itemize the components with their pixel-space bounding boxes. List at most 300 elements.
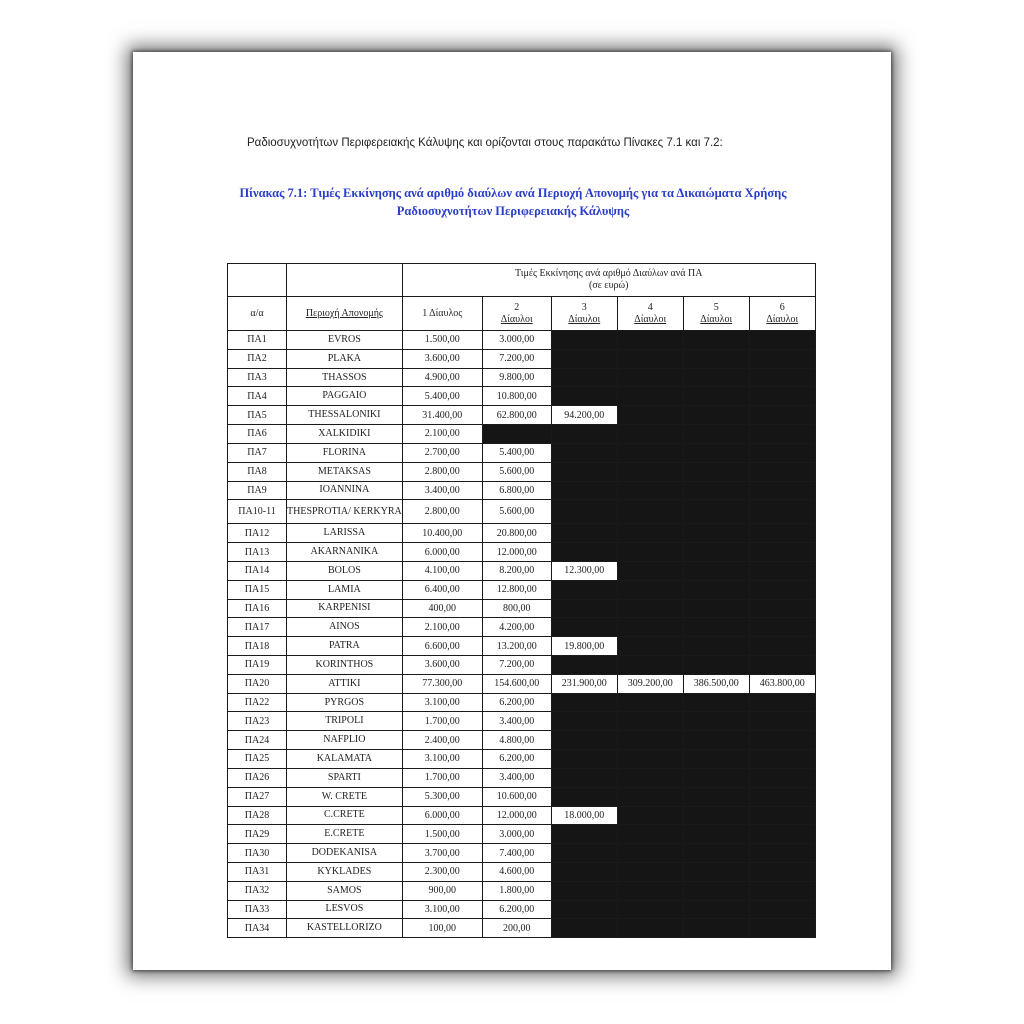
price-2-channels-cell: 5.600,00 xyxy=(482,462,551,481)
table-row xyxy=(228,731,816,750)
area-code-cell: ΠΑ9 xyxy=(228,481,287,500)
intro-paragraph: Ραδιοσυχνοτήτων Περιφερειακής Κάλυψης και ορίζονται στους παρακάτω Πίνακες 7.1 και 7.2: xyxy=(247,137,723,149)
area-name-cell: FLORINA xyxy=(287,443,403,462)
shaded-cell xyxy=(617,599,683,618)
shaded-cell xyxy=(551,331,617,350)
price-1-channel-cell: 1.700,00 xyxy=(402,712,482,731)
area-code-cell: ΠΑ31 xyxy=(228,862,287,881)
shaded-cell xyxy=(551,524,617,543)
area-name-cell: KASTELLORIZO xyxy=(287,919,403,938)
price-2-channels-cell: 12.000,00 xyxy=(482,543,551,562)
table-row xyxy=(228,787,816,806)
shaded-cell xyxy=(551,349,617,368)
shaded-cell xyxy=(749,900,815,919)
shaded-cell xyxy=(683,844,749,863)
price-2-channels-cell: 6.200,00 xyxy=(482,750,551,769)
table-row xyxy=(228,481,816,500)
shaded-cell xyxy=(551,599,617,618)
shaded-cell xyxy=(551,919,617,938)
header-6-txt: Δίαυλοι xyxy=(766,313,799,325)
shaded-cell xyxy=(617,731,683,750)
price-2-channels-cell: 5.600,00 xyxy=(482,500,551,524)
shaded-cell xyxy=(551,368,617,387)
shaded-cell xyxy=(749,919,815,938)
price-1-channel-cell: 6.000,00 xyxy=(402,543,482,562)
shaded-cell xyxy=(749,481,815,500)
price-2-channels-cell: 3.000,00 xyxy=(482,825,551,844)
area-code-cell: ΠΑ19 xyxy=(228,656,287,675)
price-2-channels-cell: 9.800,00 xyxy=(482,368,551,387)
shaded-cell xyxy=(683,599,749,618)
price-2-channels-cell: 1.800,00 xyxy=(482,881,551,900)
shaded-cell xyxy=(683,462,749,481)
price-1-channel-cell: 400,00 xyxy=(402,599,482,618)
header-empty-cell xyxy=(287,264,403,297)
shaded-cell xyxy=(617,919,683,938)
area-name-cell: PYRGOS xyxy=(287,693,403,712)
shaded-cell xyxy=(749,862,815,881)
shaded-cell xyxy=(683,368,749,387)
price-1-channel-cell: 3.600,00 xyxy=(402,349,482,368)
shaded-cell xyxy=(617,787,683,806)
price-1-channel-cell: 6.000,00 xyxy=(402,806,482,825)
shaded-cell xyxy=(482,425,551,444)
area-code-cell: ΠΑ10-11 xyxy=(228,500,287,524)
area-code-cell: ΠΑ2 xyxy=(228,349,287,368)
area-code-cell: ΠΑ22 xyxy=(228,693,287,712)
table-caption: Πίνακας 7.1: Τιμές Εκκίνησης ανά αριθμό διαύλων ανά Περιοχή Απονομής για τα Δικαιώματα Χρήσης Ραδιοσυχνοτήτων Περιφερειακής Κάλυψης xyxy=(239,186,787,218)
area-code-cell: ΠΑ7 xyxy=(228,443,287,462)
shaded-cell xyxy=(749,331,815,350)
price-1-channel-cell: 31.400,00 xyxy=(402,406,482,425)
table-row xyxy=(228,462,816,481)
shaded-cell xyxy=(551,862,617,881)
shaded-cell xyxy=(617,750,683,769)
header-area-label: Περιοχή Απονομής xyxy=(305,307,383,319)
price-2-channels-cell: 3.000,00 xyxy=(482,331,551,350)
shaded-cell xyxy=(617,618,683,637)
shaded-cell xyxy=(683,881,749,900)
price-4-channels-cell: 309.200,00 xyxy=(617,674,683,693)
header-3-num: 3 xyxy=(581,301,587,313)
price-1-channel-cell: 4.100,00 xyxy=(402,561,482,580)
shaded-cell xyxy=(683,524,749,543)
area-code-cell: ΠΑ6 xyxy=(228,425,287,444)
area-name-cell: KARPENISI xyxy=(287,599,403,618)
area-code-cell: ΠΑ28 xyxy=(228,806,287,825)
shaded-cell xyxy=(749,618,815,637)
shaded-cell xyxy=(617,406,683,425)
price-1-channel-cell: 4.900,00 xyxy=(402,368,482,387)
table-row xyxy=(228,844,816,863)
table-row xyxy=(228,500,816,524)
shaded-cell xyxy=(617,462,683,481)
area-name-cell: ATTIKI xyxy=(287,674,403,693)
shaded-cell xyxy=(683,406,749,425)
area-name-cell: SAMOS xyxy=(287,881,403,900)
header-4-channels xyxy=(617,297,683,331)
price-1-channel-cell: 5.400,00 xyxy=(402,387,482,406)
shaded-cell xyxy=(749,693,815,712)
area-code-cell: ΠΑ33 xyxy=(228,900,287,919)
shaded-cell xyxy=(551,881,617,900)
header-empty-cell xyxy=(228,264,287,297)
header-3-channels xyxy=(551,297,617,331)
price-2-channels-cell: 6.800,00 xyxy=(482,481,551,500)
area-code-cell: ΠΑ34 xyxy=(228,919,287,938)
area-code-cell: ΠΑ29 xyxy=(228,825,287,844)
shaded-cell xyxy=(551,425,617,444)
table-row xyxy=(228,900,816,919)
price-1-channel-cell: 1.500,00 xyxy=(402,825,482,844)
header-3-txt: Δίαυλοι xyxy=(568,313,601,325)
header-2-txt: Δίαυλοι xyxy=(500,313,533,325)
shaded-cell xyxy=(749,500,815,524)
area-name-cell: C.CRETE xyxy=(287,806,403,825)
table-row xyxy=(228,881,816,900)
price-1-channel-cell: 2.100,00 xyxy=(402,618,482,637)
table-row xyxy=(228,543,816,562)
shaded-cell xyxy=(617,524,683,543)
header-6-num: 6 xyxy=(779,301,785,313)
shaded-cell xyxy=(551,844,617,863)
price-2-channels-cell: 4.800,00 xyxy=(482,731,551,750)
shaded-cell xyxy=(683,561,749,580)
table-row xyxy=(228,750,816,769)
shaded-cell xyxy=(617,844,683,863)
shaded-cell xyxy=(683,349,749,368)
shaded-cell xyxy=(749,425,815,444)
shaded-cell xyxy=(683,331,749,350)
area-code-cell: ΠΑ26 xyxy=(228,768,287,787)
area-code-cell: ΠΑ30 xyxy=(228,844,287,863)
area-code-cell: ΠΑ13 xyxy=(228,543,287,562)
price-1-channel-cell: 3.700,00 xyxy=(402,844,482,863)
price-2-channels-cell: 12.800,00 xyxy=(482,580,551,599)
shaded-cell xyxy=(749,750,815,769)
table-row xyxy=(228,425,816,444)
table-row xyxy=(228,712,816,731)
price-1-channel-cell: 10.400,00 xyxy=(402,524,482,543)
price-2-channels-cell: 62.800,00 xyxy=(482,406,551,425)
area-name-cell: THESSALONIKI xyxy=(287,406,403,425)
price-2-channels-cell: 3.400,00 xyxy=(482,768,551,787)
document-page xyxy=(133,52,891,970)
shaded-cell xyxy=(683,387,749,406)
area-code-cell: ΠΑ23 xyxy=(228,712,287,731)
shaded-cell xyxy=(551,462,617,481)
price-1-channel-cell: 900,00 xyxy=(402,881,482,900)
shaded-cell xyxy=(749,599,815,618)
shaded-cell xyxy=(551,481,617,500)
shaded-cell xyxy=(683,618,749,637)
area-name-cell: SPARTI xyxy=(287,768,403,787)
price-2-channels-cell: 8.200,00 xyxy=(482,561,551,580)
price-1-channel-cell: 2.300,00 xyxy=(402,862,482,881)
price-1-channel-cell: 6.400,00 xyxy=(402,580,482,599)
group-header xyxy=(402,264,815,297)
shaded-cell xyxy=(683,712,749,731)
table-row xyxy=(228,693,816,712)
area-code-cell: ΠΑ3 xyxy=(228,368,287,387)
shaded-cell xyxy=(683,768,749,787)
price-1-channel-cell: 2.400,00 xyxy=(402,731,482,750)
shaded-cell xyxy=(749,637,815,656)
area-code-cell: ΠΑ24 xyxy=(228,731,287,750)
shaded-cell xyxy=(749,443,815,462)
price-2-channels-cell: 154.600,00 xyxy=(482,674,551,693)
shaded-cell xyxy=(617,712,683,731)
price-1-channel-cell: 100,00 xyxy=(402,919,482,938)
price-3-channels-cell: 18.000,00 xyxy=(551,806,617,825)
shaded-cell xyxy=(551,387,617,406)
shaded-cell xyxy=(617,580,683,599)
header-2-num: 2 xyxy=(514,301,520,313)
shaded-cell xyxy=(551,787,617,806)
shaded-cell xyxy=(551,618,617,637)
price-2-channels-cell: 7.200,00 xyxy=(482,656,551,675)
area-name-cell: KORINTHOS xyxy=(287,656,403,675)
shaded-cell xyxy=(749,561,815,580)
area-code-cell: ΠΑ20 xyxy=(228,674,287,693)
area-name-cell: EVROS xyxy=(287,331,403,350)
table-row xyxy=(228,919,816,938)
shaded-cell xyxy=(749,731,815,750)
table-row xyxy=(228,349,816,368)
price-2-channels-cell: 800,00 xyxy=(482,599,551,618)
header-5-txt: Δίαυλοι xyxy=(700,313,733,325)
shaded-cell xyxy=(749,656,815,675)
area-name-cell: DODEKANISA xyxy=(287,844,403,863)
group-header-unit: (σε ευρώ) xyxy=(588,280,629,291)
table-row xyxy=(228,862,816,881)
table-row xyxy=(228,387,816,406)
price-1-channel-cell: 3.100,00 xyxy=(402,900,482,919)
shaded-cell xyxy=(749,768,815,787)
header-5-channels xyxy=(683,297,749,331)
shaded-cell xyxy=(749,462,815,481)
shaded-cell xyxy=(683,862,749,881)
table-row xyxy=(228,768,816,787)
price-1-channel-cell: 1.500,00 xyxy=(402,331,482,350)
area-name-cell: AKARNANIKA xyxy=(287,543,403,562)
area-name-cell: THASSOS xyxy=(287,368,403,387)
starting-prices-table xyxy=(227,263,816,938)
header-area xyxy=(287,297,403,331)
price-6-channels-cell: 463.800,00 xyxy=(749,674,815,693)
price-1-channel-cell: 1.700,00 xyxy=(402,768,482,787)
shaded-cell xyxy=(617,881,683,900)
shaded-cell xyxy=(683,919,749,938)
price-2-channels-cell: 12.000,00 xyxy=(482,806,551,825)
shaded-cell xyxy=(749,787,815,806)
area-code-cell: ΠΑ15 xyxy=(228,580,287,599)
shaded-cell xyxy=(683,481,749,500)
shaded-cell xyxy=(617,500,683,524)
area-name-cell: AINOS xyxy=(287,618,403,637)
shaded-cell xyxy=(749,712,815,731)
price-3-channels-cell: 12.300,00 xyxy=(551,561,617,580)
shaded-cell xyxy=(749,881,815,900)
shaded-cell xyxy=(617,693,683,712)
shaded-cell xyxy=(749,524,815,543)
price-2-channels-cell: 4.200,00 xyxy=(482,618,551,637)
shaded-cell xyxy=(551,768,617,787)
area-code-cell: ΠΑ12 xyxy=(228,524,287,543)
area-name-cell: KYKLADES xyxy=(287,862,403,881)
shaded-cell xyxy=(617,349,683,368)
price-2-channels-cell: 6.200,00 xyxy=(482,900,551,919)
area-code-cell: ΠΑ17 xyxy=(228,618,287,637)
shaded-cell xyxy=(683,656,749,675)
price-1-channel-cell: 3.100,00 xyxy=(402,750,482,769)
shaded-cell xyxy=(617,561,683,580)
area-code-cell: ΠΑ25 xyxy=(228,750,287,769)
shaded-cell xyxy=(551,731,617,750)
area-code-cell: ΠΑ18 xyxy=(228,637,287,656)
header-5-num: 5 xyxy=(713,301,719,313)
shaded-cell xyxy=(551,825,617,844)
shaded-cell xyxy=(617,825,683,844)
shaded-cell xyxy=(617,637,683,656)
area-code-cell: ΠΑ4 xyxy=(228,387,287,406)
table-row xyxy=(228,368,816,387)
shaded-cell xyxy=(749,368,815,387)
area-code-cell: ΠΑ1 xyxy=(228,331,287,350)
header-4-txt: Δίαυλοι xyxy=(634,313,667,325)
group-header-title: Τιμές Εκκίνησης ανά αριθμό Διαύλων ανά ΠΑ xyxy=(515,268,703,279)
price-1-channel-cell: 3.100,00 xyxy=(402,693,482,712)
area-name-cell: METAKSAS xyxy=(287,462,403,481)
shaded-cell xyxy=(551,750,617,769)
price-1-channel-cell: 3.400,00 xyxy=(402,481,482,500)
shaded-cell xyxy=(617,331,683,350)
header-6-channels xyxy=(749,297,815,331)
area-name-cell: LAMIA xyxy=(287,580,403,599)
area-name-cell: LESVOS xyxy=(287,900,403,919)
area-name-cell: PATRA xyxy=(287,637,403,656)
header-1-channel: 1 Δίαυλος xyxy=(402,297,482,331)
shaded-cell xyxy=(617,656,683,675)
table-row xyxy=(228,599,816,618)
table-row xyxy=(228,825,816,844)
area-code-cell: ΠΑ5 xyxy=(228,406,287,425)
shaded-cell xyxy=(749,349,815,368)
table-row xyxy=(228,331,816,350)
shaded-cell xyxy=(683,443,749,462)
price-1-channel-cell: 6.600,00 xyxy=(402,637,482,656)
price-2-channels-cell: 10.600,00 xyxy=(482,787,551,806)
shaded-cell xyxy=(617,768,683,787)
shaded-cell xyxy=(683,637,749,656)
price-2-channels-cell: 4.600,00 xyxy=(482,862,551,881)
area-name-cell: KALAMATA xyxy=(287,750,403,769)
price-2-channels-cell: 7.400,00 xyxy=(482,844,551,863)
shaded-cell xyxy=(551,443,617,462)
area-code-cell: ΠΑ14 xyxy=(228,561,287,580)
shaded-cell xyxy=(551,580,617,599)
table-row xyxy=(228,524,816,543)
shaded-cell xyxy=(683,500,749,524)
area-code-cell: ΠΑ8 xyxy=(228,462,287,481)
table-body xyxy=(228,331,816,938)
price-1-channel-cell: 2.700,00 xyxy=(402,443,482,462)
shaded-cell xyxy=(683,425,749,444)
shaded-cell xyxy=(683,693,749,712)
table-row xyxy=(228,580,816,599)
shaded-cell xyxy=(617,862,683,881)
shaded-cell xyxy=(683,543,749,562)
price-2-channels-cell: 13.200,00 xyxy=(482,637,551,656)
table-row xyxy=(228,806,816,825)
shaded-cell xyxy=(749,387,815,406)
area-name-cell: PAGGAIO xyxy=(287,387,403,406)
area-code-cell: ΠΑ27 xyxy=(228,787,287,806)
shaded-cell xyxy=(617,900,683,919)
shaded-cell xyxy=(683,825,749,844)
area-code-cell: ΠΑ16 xyxy=(228,599,287,618)
price-1-channel-cell: 2.800,00 xyxy=(402,462,482,481)
price-2-channels-cell: 6.200,00 xyxy=(482,693,551,712)
shaded-cell xyxy=(683,900,749,919)
shaded-cell xyxy=(749,580,815,599)
price-3-channels-cell: 19.800,00 xyxy=(551,637,617,656)
shaded-cell xyxy=(749,543,815,562)
area-name-cell: TRIPOLI xyxy=(287,712,403,731)
table-row xyxy=(228,443,816,462)
area-name-cell: BOLOS xyxy=(287,561,403,580)
shaded-cell xyxy=(617,425,683,444)
table-row xyxy=(228,618,816,637)
shaded-cell xyxy=(551,900,617,919)
area-name-cell: PLAKA xyxy=(287,349,403,368)
price-2-channels-cell: 7.200,00 xyxy=(482,349,551,368)
price-1-channel-cell: 3.600,00 xyxy=(402,656,482,675)
area-name-cell: XALKIDIKI xyxy=(287,425,403,444)
shaded-cell xyxy=(749,806,815,825)
table-row xyxy=(228,637,816,656)
area-name-cell: IOANNINA xyxy=(287,481,403,500)
price-2-channels-cell: 5.400,00 xyxy=(482,443,551,462)
shaded-cell xyxy=(617,387,683,406)
price-2-channels-cell: 3.400,00 xyxy=(482,712,551,731)
header-4-num: 4 xyxy=(647,301,653,313)
shaded-cell xyxy=(551,693,617,712)
shaded-cell xyxy=(617,368,683,387)
shaded-cell xyxy=(749,406,815,425)
shaded-cell xyxy=(617,543,683,562)
shaded-cell xyxy=(749,844,815,863)
price-2-channels-cell: 200,00 xyxy=(482,919,551,938)
header-2-channels xyxy=(482,297,551,331)
price-5-channels-cell: 386.500,00 xyxy=(683,674,749,693)
shaded-cell xyxy=(683,787,749,806)
shaded-cell xyxy=(551,543,617,562)
shaded-cell xyxy=(551,712,617,731)
shaded-cell xyxy=(749,825,815,844)
table-row xyxy=(228,561,816,580)
area-name-cell: NAFPLIO xyxy=(287,731,403,750)
shaded-cell xyxy=(551,500,617,524)
area-name-cell: LARISSA xyxy=(287,524,403,543)
area-code-cell: ΠΑ32 xyxy=(228,881,287,900)
price-3-channels-cell: 231.900,00 xyxy=(551,674,617,693)
price-1-channel-cell: 2.800,00 xyxy=(402,500,482,524)
shaded-cell xyxy=(551,656,617,675)
shaded-cell xyxy=(683,731,749,750)
table-row xyxy=(228,656,816,675)
shaded-cell xyxy=(617,443,683,462)
